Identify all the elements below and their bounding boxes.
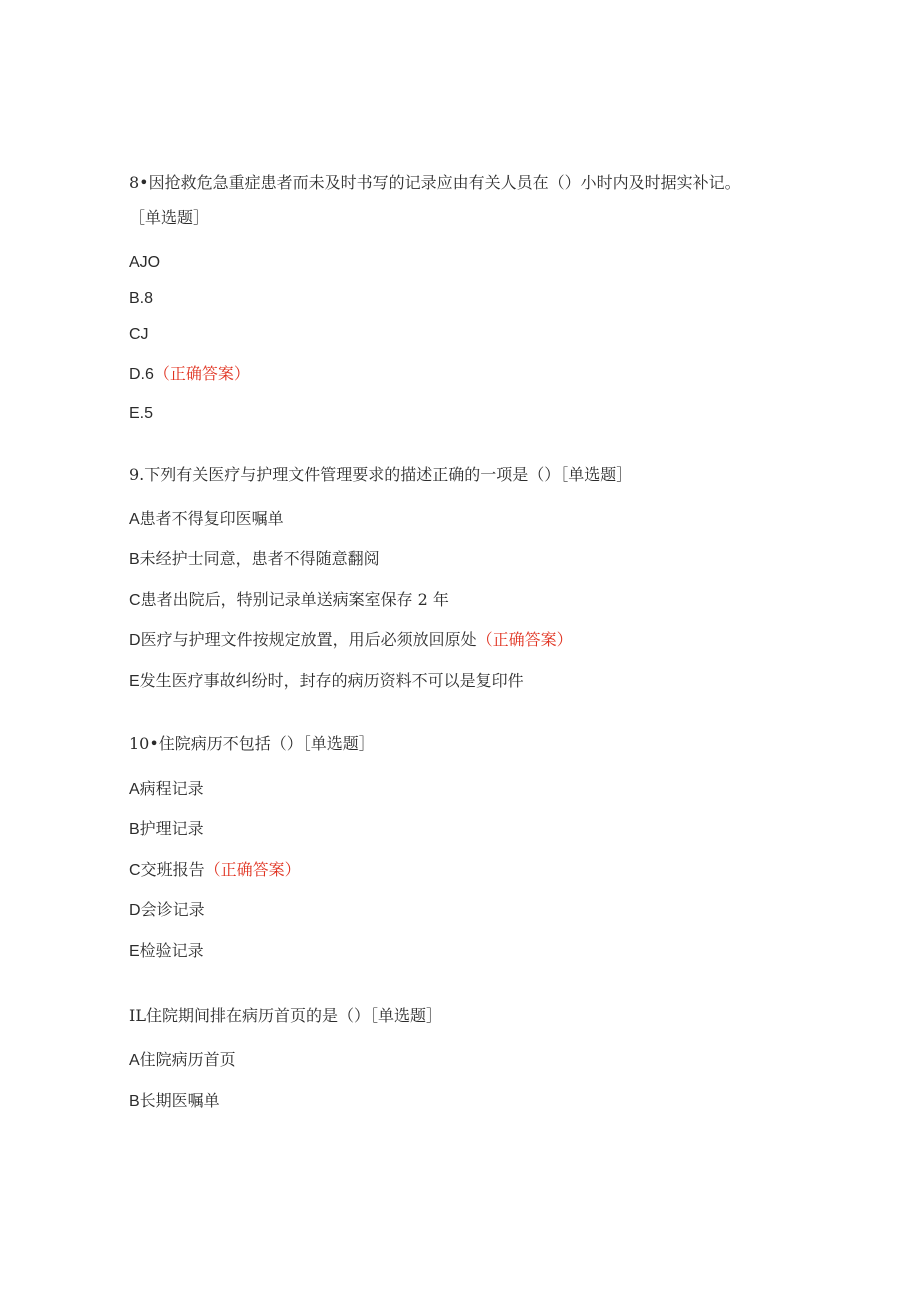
option-text: 护理记录 bbox=[139, 819, 204, 838]
option-label: B bbox=[129, 1093, 140, 1110]
option-label: C bbox=[129, 592, 141, 609]
correct-answer-mark: （正确答案） bbox=[153, 364, 250, 383]
option-text: 未经护士同意，患者不得随意翻阅 bbox=[139, 549, 380, 568]
question-9-option-d bbox=[129, 629, 573, 652]
option-text: 住院病历首页 bbox=[139, 1050, 236, 1069]
question-8-stem: 8•因抢救危急重症患者而未及时书写的记录应由有关人员在（）小时内及时据实补记。 bbox=[129, 173, 741, 192]
option-label: E.5 bbox=[129, 405, 154, 422]
option-label: CJ bbox=[129, 326, 149, 343]
option-label: A bbox=[129, 781, 140, 798]
question-8-option-b bbox=[129, 288, 153, 310]
option-text: 病程记录 bbox=[139, 779, 204, 798]
question-9-option-c bbox=[129, 589, 449, 612]
option-label: D bbox=[129, 632, 141, 649]
option-label: B bbox=[129, 821, 140, 838]
question-9-option-b bbox=[129, 548, 380, 571]
option-text: 会诊记录 bbox=[140, 900, 205, 919]
correct-answer-mark: （正确答案） bbox=[476, 630, 573, 649]
question-11-option-b bbox=[129, 1090, 220, 1113]
question-8-option-e bbox=[129, 403, 153, 425]
question-10-option-a bbox=[129, 778, 204, 801]
option-label: B bbox=[129, 551, 140, 568]
option-label: E bbox=[129, 673, 140, 690]
question-9-option-e bbox=[129, 670, 524, 693]
question-11-option-a bbox=[129, 1049, 236, 1072]
option-label: B.8 bbox=[129, 290, 154, 307]
option-label: A bbox=[129, 511, 140, 528]
correct-answer-mark: （正确答案） bbox=[204, 860, 301, 879]
option-text: 患者不得复印医嘱单 bbox=[139, 509, 284, 528]
option-label: E bbox=[129, 943, 140, 960]
question-9-option-a bbox=[129, 508, 284, 531]
question-10-option-c bbox=[129, 859, 301, 882]
question-8-type: ［单选题］ bbox=[129, 208, 210, 227]
question-9-stem: 9.下列有关医疗与护理文件管理要求的描述正确的一项是（）［单选题］ bbox=[129, 465, 633, 484]
question-10-stem: 10•住院病历不包括（）［单选题］ bbox=[129, 734, 375, 753]
option-text: 交班报告 bbox=[140, 860, 205, 879]
option-label: D.6 bbox=[129, 366, 154, 383]
option-label: A bbox=[129, 1052, 140, 1069]
option-text: 发生医疗事故纠纷时，封存的病历资料不可以是复印件 bbox=[139, 671, 524, 690]
option-label: C bbox=[129, 862, 141, 879]
option-text: 医疗与护理文件按规定放置，用后必须放回原处 bbox=[140, 630, 477, 649]
question-8-option-a bbox=[129, 252, 160, 274]
option-text: 检验记录 bbox=[139, 941, 204, 960]
question-8-option-d bbox=[129, 363, 250, 386]
question-11-stem: IL住院期间排在病历首页的是（）［单选题］ bbox=[129, 1006, 442, 1025]
option-text: 患者出院后，特别记录单送病案室保存 2 年 bbox=[140, 590, 449, 609]
question-10-option-b bbox=[129, 818, 204, 841]
option-label: AJO bbox=[129, 254, 161, 271]
question-10-option-d bbox=[129, 899, 205, 922]
option-text: 长期医嘱单 bbox=[139, 1091, 220, 1110]
question-10-option-e bbox=[129, 940, 204, 963]
option-label: D bbox=[129, 902, 141, 919]
question-8-option-c bbox=[129, 324, 149, 346]
